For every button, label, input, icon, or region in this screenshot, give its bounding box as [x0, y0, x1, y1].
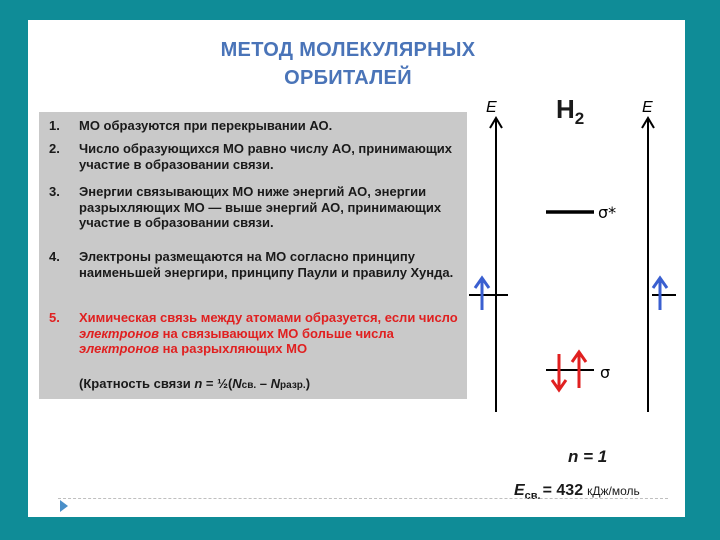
rule-text: МО образуются при перекрывании АО. — [79, 118, 333, 133]
slide — [28, 20, 685, 517]
rule-text: Химическая связь между атомами образуется, если число электронов на связывающих МО больше числа электронов на разрыхляющих МО — [79, 310, 458, 356]
rule-number: 4. — [49, 249, 60, 264]
rule-text: Электроны размещаются на МО согласно принципу наименьшей энергири, принципу Паули и правилу Хунда. — [79, 249, 454, 280]
title-line-2: ОРБИТАЛЕЙ — [284, 67, 412, 89]
play-triangle-icon — [60, 500, 68, 512]
bond-energy: $E_{св.} = 432$ кДж/моль — [514, 482, 640, 502]
rule-text: Энергии связывающих МО ниже энергий АО, энергии разрыхляющих МО — выше энергий АО, принимающих участие в образовании связи. — [79, 184, 442, 230]
mo-energy-diagram — [28, 20, 685, 517]
axis-label-right: E — [642, 99, 653, 116]
bond-order-value: n = 1 — [568, 447, 608, 466]
molecule-label: $H_2$ — [556, 94, 585, 128]
antibonding-label: σ* — [598, 203, 617, 222]
rules-panel: 1. МО образуются при перекрывании АО. 2. Число образующихся МО равно числу АО, принимающих участие в образовании связи. 3. Энергии связывающих МО ниже энергий АО, энергии разрыхляющих МО — выше энергий АО, принимающих участие в образовании связи. 4. Электроны размещаются на МО согласно принципу наименьшей энергири, принципу Паули и правилу Хунда. 5. Химическая связь между атомами образуется, если число электронов на связывающих МО больше числа электронов на разрыхляющих МО (Кратность связи n = ½(Nсв. – Nразр.) — [39, 112, 467, 399]
rule-number: 2. — [49, 141, 60, 156]
rule-number: 1. — [49, 118, 60, 133]
rule-number: 3. — [49, 184, 60, 199]
title-line-1: МЕТОД МОЛЕКУЛЯРНЫХ — [220, 39, 476, 61]
footer-divider — [58, 498, 668, 499]
axis-label-left: E — [486, 99, 497, 116]
bonding-label: σ — [600, 363, 611, 382]
rule-text: Число образующихся МО равно числу АО, принимающих участие в образовании связи. — [79, 141, 453, 172]
rule-number: 5. — [49, 310, 60, 325]
